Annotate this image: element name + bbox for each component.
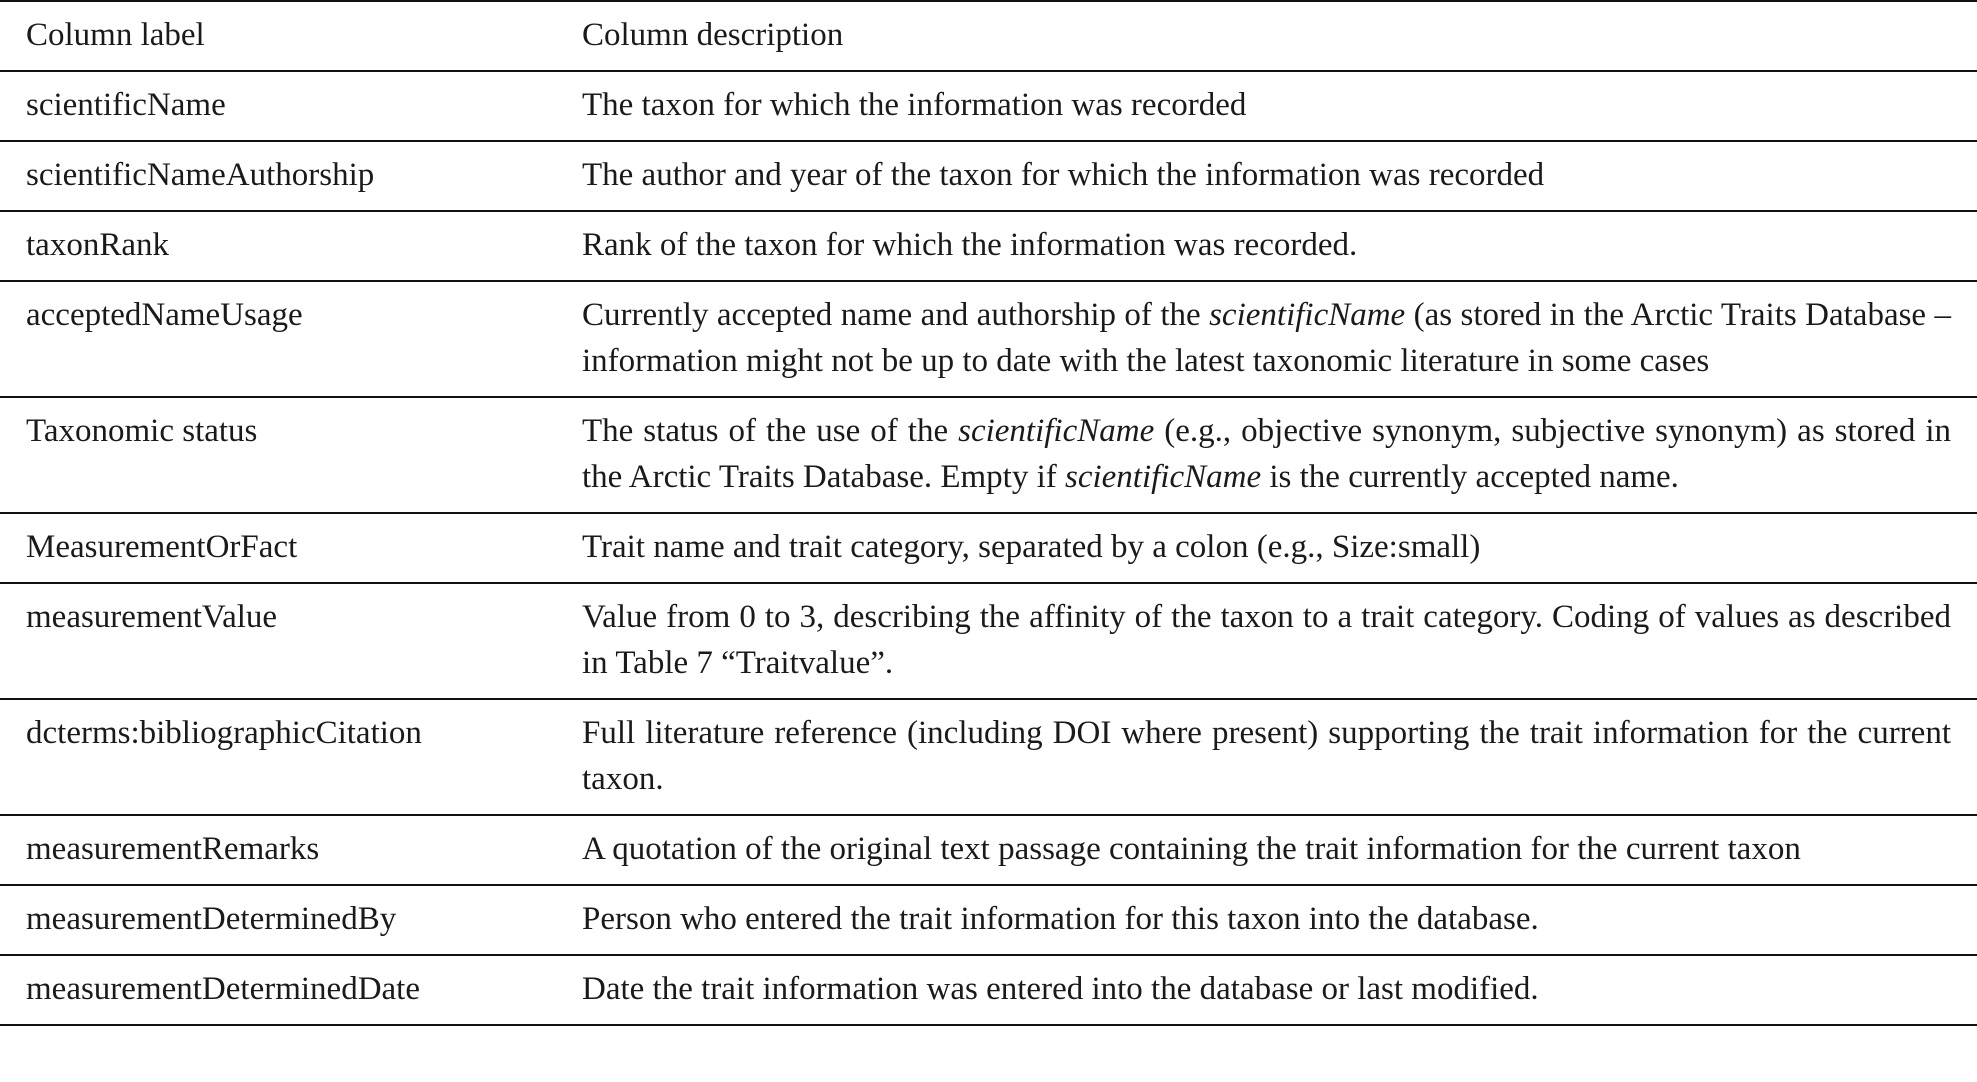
row-description: Rank of the taxon for which the information was recorded. xyxy=(582,227,1358,263)
table-header-row xyxy=(0,2,1977,72)
field-reference: scientificName xyxy=(1065,459,1262,495)
header-column-label: Column label xyxy=(26,17,205,53)
row-description: Date the trait information was entered into the database or last modified. xyxy=(582,971,1539,1007)
table-row xyxy=(0,700,1977,816)
table-row xyxy=(0,72,1977,142)
row-label: scientificName xyxy=(26,87,226,123)
row-description-text: Currently accepted name and authorship of the xyxy=(582,297,1210,333)
row-description: The taxon for which the information was recorded xyxy=(582,87,1247,123)
row-label: measurementDeterminedDate xyxy=(26,971,420,1007)
field-reference: scientificName xyxy=(958,413,1155,449)
row-description-text: The status of the use of the xyxy=(582,413,959,449)
table-row xyxy=(0,398,1977,514)
row-label: scientificNameAuthorship xyxy=(26,157,375,193)
row-description: Trait name and trait category, separated by a colon (e.g., Size:small) xyxy=(582,529,1481,565)
row-label: measurementRemarks xyxy=(26,831,320,867)
table-row xyxy=(0,584,1977,700)
header-column-description: Column description xyxy=(582,17,844,53)
row-description xyxy=(582,282,1977,396)
row-description: Full literature reference (including DOI where present) supporting the trait information for the current taxon. xyxy=(582,715,1951,797)
row-description xyxy=(582,398,1977,512)
table-row xyxy=(0,142,1977,212)
row-description: Person who entered the trait information for this taxon into the database. xyxy=(582,901,1539,937)
row-label: dcterms:bibliographicCitation xyxy=(26,715,422,751)
row-description-text: is the currently accepted name. xyxy=(1261,459,1679,495)
table-row xyxy=(0,212,1977,282)
row-label: Taxonomic status xyxy=(26,413,258,449)
table-row xyxy=(0,886,1977,956)
row-description: A quotation of the original text passage containing the trait information for the current taxon xyxy=(582,831,1801,867)
row-description-text: (as stored in the Arctic Traits Database – information might not be up to date with the latest taxonomic literature in some cases xyxy=(582,297,1952,379)
row-label: MeasurementOrFact xyxy=(26,529,298,565)
field-reference: scientificName xyxy=(1209,297,1406,333)
table-row xyxy=(0,514,1977,584)
row-label: measurementDeterminedBy xyxy=(26,901,397,937)
table-row xyxy=(0,282,1977,398)
row-label: acceptedNameUsage xyxy=(26,297,303,333)
table-row xyxy=(0,956,1977,1026)
row-description-text: (e.g., objective synonym, subjective synonym) as stored in the Arctic Traits Database. Empty if xyxy=(582,413,1951,495)
row-label: taxonRank xyxy=(26,227,169,263)
row-label: measurementValue xyxy=(26,599,278,635)
table-row xyxy=(0,816,1977,886)
row-description: Value from 0 to 3, describing the affinity of the taxon to a trait category. Coding of values as described in Table 7 “Traitvalue”. xyxy=(582,599,1951,681)
row-description: The author and year of the taxon for which the information was recorded xyxy=(582,157,1545,193)
